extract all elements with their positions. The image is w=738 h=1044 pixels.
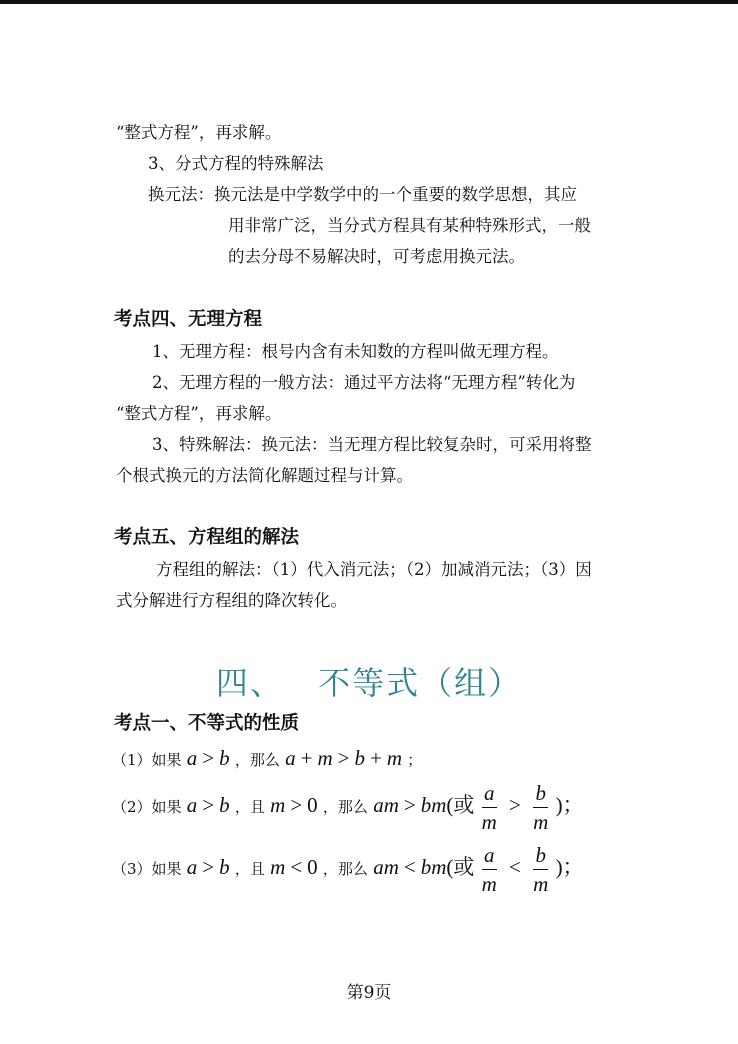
text-line: 个根式换元的方法简化解题过程与计算。 [116,466,413,485]
fraction-a-over-m: $\frac{a}{m}$ [481,781,497,834]
text-line: 2、无理方程的一般方法：通过平方法将“无理方程”转化为 [152,373,576,392]
item-label: （1）如果 [112,751,182,769]
inequality-property-3: （3）如果 a > b ，且 m < 0 ，那么 am < bm(或 $\frac{a}{m}$ < $\frac{b}{m}$ )； [112,843,584,896]
section-heading: 考点一、不等式的性质 [114,713,300,734]
section-heading: 考点四、无理方程 [114,309,263,330]
item-label: （3）如果 [112,860,182,878]
inequality-property-2: （2）如果 a > b ，且 m > 0 ，那么 am > bm(或 $\frac{a}{m}$ > $\frac{b}{m}$ )； [112,781,584,834]
fraction-a-over-m: $\frac{a}{m}$ [481,843,497,896]
top-border [0,0,738,4]
page-number: 第9页 [346,983,392,1003]
text-line: 方程组的解法：（1）代入消元法；（2）加减消元法；（3）因 [156,560,592,579]
text-line: “整式方程”，再求解。 [116,123,282,142]
text-line: 3、特殊解法：换元法：当无理方程比较复杂时，可采用将整 [152,435,592,454]
fraction-b-over-m: $\frac{b}{m}$ [533,843,549,896]
section-heading: 考点五、方程组的解法 [114,527,300,548]
inequality-property-1: （1）如果 a > b ，那么 a + m > b + m ； [112,746,423,770]
item-label: （2）如果 [112,798,182,816]
text-line: 换元法：换元法是中学数学中的一个重要的数学思想，其应 [148,185,577,204]
text-line: 式分解进行方程组的降次转化。 [116,591,347,610]
item-then: ，那么 [234,751,280,769]
chapter-title: 四、 不等式（组） [215,664,523,702]
text-line: “整式方程”，再求解。 [116,404,282,423]
text-line: 1、无理方程：根号内含有未知数的方程叫做无理方程。 [152,342,559,361]
fraction-b-over-m: $\frac{b}{m}$ [533,781,549,834]
text-line: 3、分式方程的特殊解法 [148,154,324,173]
text-line: 用非常广泛，当分式方程具有某种特殊形式，一般 [228,216,591,235]
text-line: 的去分母不易解决时，可考虑用换元法。 [228,247,525,266]
